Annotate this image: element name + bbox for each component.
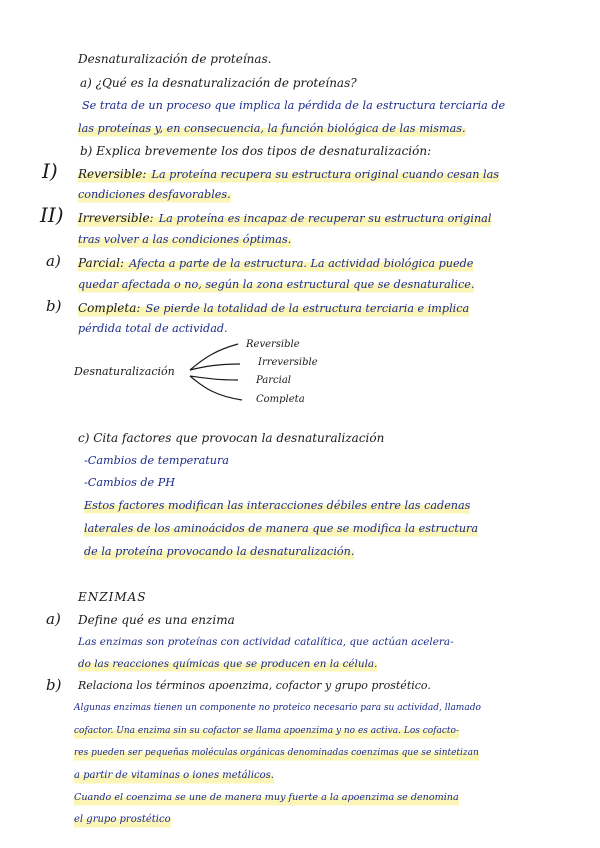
enzymes-answer-b-line-1: Algunas enzimas tienen un componente no proteico necesario para su actividad, llamado: [74, 703, 481, 713]
enzymes-answer-b-line-2: cofactor. Una enzima sin su cofactor se llama apoenzima y no es activa. Los cofacto-: [74, 722, 459, 740]
enzymes-answer-a-line-2: do las reacciones químicas que se producen en la célula.: [78, 655, 377, 673]
diagram-leaf-partial: Parcial: [256, 375, 291, 386]
factor-ph: -Cambios de PH: [84, 476, 176, 489]
enzymes-answer-b-line-3: res pueden ser pequeñas moléculas orgánicas denominadas coenzimas que se sintetizan: [74, 744, 479, 762]
letter-marker-a: a): [46, 252, 61, 270]
answer-c-line-2: laterales de los aminoácidos de manera que se modifica la estructura: [84, 520, 478, 538]
enzymes-question-b: Relaciona los términos apoenzima, cofactor y grupo prostético.: [78, 679, 431, 692]
diagram-leaf-complete: Completa: [256, 394, 305, 405]
diagram-leaf-irreversible: Irreversible: [258, 357, 318, 368]
enzymes-answer-a-line-1: Las enzimas son proteínas con actividad catalítica, que actúan acelera-: [78, 636, 454, 648]
irreversible-label: Irreversible:: [78, 211, 154, 225]
reversible-line-1: [78, 164, 499, 184]
partial-line-1: [78, 253, 473, 273]
enzymes-question-a: Define qué es una enzima: [78, 613, 235, 627]
question-b: b) Explica brevemente los dos tipos de desnaturalización:: [80, 144, 432, 158]
answer-a-line-2: las proteínas y, en consecuencia, la función biológica de las mismas.: [78, 120, 466, 138]
complete-label: Completa:: [78, 301, 141, 315]
enzymes-marker-b: b): [46, 676, 62, 694]
answer-c-line-1: Estos factores modifican las interacciones débiles entre las cadenas: [84, 497, 470, 515]
reversible-line-2: condiciones desfavorables.: [78, 186, 231, 204]
enzymes-answer-b-line-6: el grupo prostético: [74, 811, 171, 829]
reversible-label: Reversible:: [78, 167, 147, 181]
irreversible-line-1: [78, 208, 491, 228]
enzymes-marker-a: a): [46, 610, 61, 628]
enzymes-title: ENZIMAS: [78, 590, 147, 604]
answer-c-line-3: de la proteína provocando la desnaturalización.: [84, 543, 354, 561]
diagram-leaf-reversible: Reversible: [246, 339, 300, 350]
question-a: a) ¿Qué es la desnaturalización de proteínas?: [80, 76, 357, 90]
page-title: Desnaturalización de proteínas.: [78, 52, 272, 66]
complete-text: Se pierde la totalidad de la estructura terciaria e implica: [145, 302, 470, 315]
irreversible-line-2: tras volver a las condiciones óptimas.: [78, 231, 291, 249]
answer-a-line-1: Se trata de un proceso que implica la pérdida de la estructura terciaria de: [82, 99, 506, 112]
roman-marker-1: I): [42, 159, 58, 183]
partial-text: Afecta a parte de la estructura. La actividad biológica puede: [129, 257, 474, 270]
complete-line-2: pérdida total de actividad.: [78, 322, 228, 335]
reversible-text: La proteína recupera su estructura original cuando cesan las: [151, 168, 500, 181]
letter-marker-b: b): [46, 297, 62, 315]
partial-label: Parcial:: [78, 256, 125, 270]
partial-line-2: quedar afectada o no, según la zona estructural que se desnaturalice.: [78, 276, 474, 294]
complete-line-1: [78, 298, 469, 318]
enzymes-answer-b-line-4: a partir de vitaminas o iones metálicos.: [74, 767, 274, 785]
roman-marker-2: II): [40, 203, 64, 227]
diagram-root: Desnaturalización: [74, 365, 175, 378]
enzymes-answer-b-line-5: Cuando el coenzima se une de manera muy fuerte a la apoenzima se denomina: [74, 789, 459, 807]
question-c: c) Cita factores que provocan la desnaturalización: [78, 431, 385, 445]
irreversible-text: La proteína es incapaz de recuperar su estructura original: [158, 212, 492, 225]
factor-temperature: -Cambios de temperatura: [84, 454, 229, 467]
